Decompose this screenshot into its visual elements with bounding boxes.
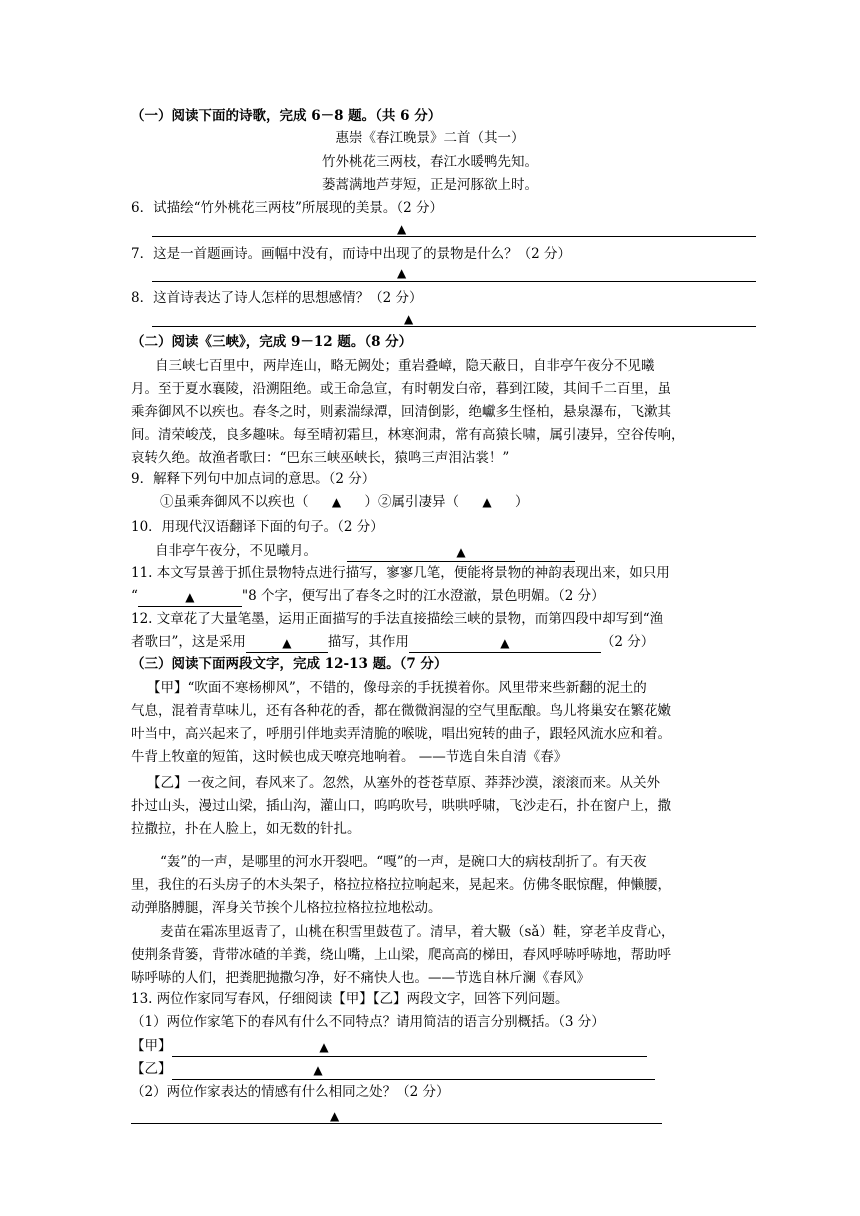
answer-marker-icon[interactable]: ▲ [482, 495, 492, 509]
passage-yi-line: 扑过山头，漫过山梁，插山沟，灌山口，呜呜吹号，哄哄呼啸，飞沙走石，扑在窗户上，撒 [131, 798, 671, 814]
question-13: 13. 两位作家同写春风，仔细阅读【甲】【乙】两段文字，回答下列问题。 [131, 991, 569, 1007]
answer-line-q6[interactable] [152, 236, 756, 237]
answer-marker-icon: ▲ [319, 1040, 329, 1054]
passage-jia-line: 叶当中，高兴起来了，呼朋引伴地卖弄清脆的喉咙，唱出宛转的曲子，跟轻风流水应和着。 [131, 726, 671, 742]
q9-item-2: ）②属引凄异（ [364, 494, 459, 510]
q12-score: （2 分） [600, 634, 655, 650]
q11-rest: "8 个字，便写出了春冬之时的江水澄澈，景色明媚。（2 分） [241, 588, 605, 604]
passage-line: 间。清荣峻茂，良多趣味。每至晴初霜旦，林寒涧肃，常有高猿长啸，属引凄异，空谷传响， [131, 427, 685, 443]
answer-marker-icon: ▲ [330, 1109, 340, 1123]
answer-blank-jia[interactable] [172, 1038, 647, 1057]
answer-row-yi [131, 1058, 655, 1080]
passage-line: 哀转久绝。故渔者歌曰：“巴东三峡巫峡长，猿鸣三声泪沾裳！” [131, 450, 510, 466]
section3-heading: （三）阅读下面两段文字，完成 12-13 题。（7 分） [131, 656, 448, 672]
answer-marker-icon: ▲ [185, 590, 195, 604]
question-11-line2 [131, 585, 605, 607]
question-10-sentence [155, 540, 575, 562]
answer-marker-icon: ▲ [456, 545, 466, 559]
answer-blank-q10[interactable] [347, 543, 575, 562]
passage-yi-line: 麦苗在霜冻里返青了，山桃在积雪里鼓苞了。清早，着大靸（sǎ）鞋，穿老羊皮背心， [160, 924, 675, 940]
answer-marker-icon[interactable]: ▲ [331, 495, 342, 509]
question-13-2: （2）两位作家表达的情感有什么相同之处？（2 分） [131, 1084, 450, 1100]
passage-line: 乘奔御风不以疾也。春冬之时，则素湍绿潭，回清倒影，绝巘多生怪柏，悬泉瀑布，飞漱其 [131, 404, 671, 420]
passage-yi-line: 哧呼哧的人们，把粪肥抛撒匀净，好不痛快人也。——节选自林斤澜《春风》 [131, 970, 590, 986]
q12-text-1: 者歌曰”，这是采用 [131, 634, 246, 650]
question-10: 10．用现代汉语翻译下面的句子。（2 分） [131, 519, 384, 535]
answer-blank-q12-method[interactable] [246, 634, 328, 653]
q10-sentence-text: 自非亭午夜分，不见曦月。 [155, 543, 317, 559]
question-12-line2 [131, 631, 654, 653]
answer-marker-icon: ▲ [397, 266, 407, 280]
question-12-line1: 12. 文章花了大量笔墨，运用正面描写的手法直接描绘三峡的景物，而第四段中却写到“渔 [131, 611, 664, 627]
question-9-items [160, 491, 529, 513]
answer-marker-icon: ▲ [397, 222, 407, 236]
yi-label: 【乙】 [131, 1061, 172, 1077]
passage-yi-line: 里，我住的石头房子的木头架子，格拉拉格拉拉响起来，晃起来。仿佛冬眠惊醒，伸懒腰， [131, 877, 671, 893]
answer-marker-icon: ▲ [404, 312, 414, 326]
q12-text-2: 描写，其作用 [327, 634, 409, 650]
section1-heading: （一）阅读下面的诗歌，完成 6－8 题。（共 6 分） [131, 108, 442, 124]
section2-heading: （二）阅读《三峡》，完成 9－12 题。（8 分） [131, 334, 413, 350]
poem-title: 惠崇《春江晚景》二首（其一） [335, 130, 525, 146]
question-8: 8．这首诗表达了诗人怎样的思想感情？（2 分） [131, 290, 423, 306]
passage-jia-line: 【甲】“吹面不寒杨柳风”，不错的，像母亲的手抚摸着你。风里带来些新翻的泥土的 [147, 680, 647, 696]
passage-yi-line: 使荆条背篓，背带冰碴的羊粪，绕山嘴，上山梁，爬高高的梯田，春风呼哧呼哧地，帮助呼 [131, 947, 671, 963]
passage-jia-line: 气息，混着青草味儿，还有各种花的香，都在微微润湿的空气里酝酿。鸟儿将巢安在繁花嫩 [131, 703, 671, 719]
passage-yi-line: 拉撒拉，扑在人脸上，如无数的针扎。 [131, 821, 361, 837]
answer-line-q7[interactable] [152, 281, 756, 282]
answer-row-jia [131, 1035, 647, 1057]
passage-yi-line: “轰”的一声，是哪里的河水开裂吧。“嘎”的一声，是碗口大的病枝刮折了。有天夜 [160, 854, 647, 870]
question-13-1: （1）两位作家笔下的春风有什么不同特点？请用简洁的语言分别概括。（3 分） [131, 1014, 605, 1030]
answer-blank-q11[interactable] [138, 588, 242, 607]
answer-line-q13-2[interactable] [131, 1123, 662, 1124]
jia-label: 【甲】 [131, 1038, 172, 1054]
poem-line-2: 蒌蒿满地芦芽短，正是河豚欲上时。 [322, 177, 538, 193]
question-7: 7．这是一首题画诗。画幅中没有，而诗中出现了的景物是什么？（2 分） [131, 246, 571, 262]
question-11-line1: 11. 本文写景善于抓住景物特点进行描写，寥寥几笔，便能将景物的神韵表现出来，如只用 [131, 565, 670, 581]
answer-line-q8[interactable] [152, 326, 756, 327]
question-9: 9．解释下列句中加点词的意思。（2 分） [131, 471, 376, 487]
answer-marker-icon: ▲ [313, 1063, 323, 1077]
answer-blank-q12-effect[interactable] [409, 634, 601, 653]
q11-open-quote: “ [131, 588, 138, 604]
passage-line: 月。至于夏水襄陵，沿溯阻绝。或王命急宣，有时朝发白帝，暮到江陵，其间千二百里，虽 [131, 381, 671, 397]
answer-blank-yi[interactable] [172, 1061, 655, 1080]
passage-jia-line: 牛背上牧童的短笛，这时候也成天嘹亮地响着。 ——节选自朱自清《春》 [131, 749, 568, 765]
passage-line: 自三峡七百里中，两岸连山，略无阙处；重岩叠嶂，隐天蔽日，自非亭午夜分不见曦 [155, 358, 655, 374]
answer-marker-icon: ▲ [500, 636, 510, 650]
answer-marker-icon: ▲ [282, 636, 292, 650]
q9-close: ） [515, 494, 529, 510]
q9-item-1: ①虽乘奔御风不以疾也（ [160, 494, 309, 510]
passage-yi-line: 【乙】一夜之间，春风来了。忽然，从塞外的苍苍草原、莽莽沙漠，滚滚而来。从关外 [147, 775, 660, 791]
question-6: 6．试描绘“竹外桃花三两枝”所展现的美景。（2 分） [131, 200, 444, 216]
passage-yi-line: 动弹胳膊腿，浑身关节挨个儿格拉拉格拉拉地松动。 [131, 900, 442, 916]
poem-line-1: 竹外桃花三两枝，春江水暖鸭先知。 [322, 154, 538, 170]
